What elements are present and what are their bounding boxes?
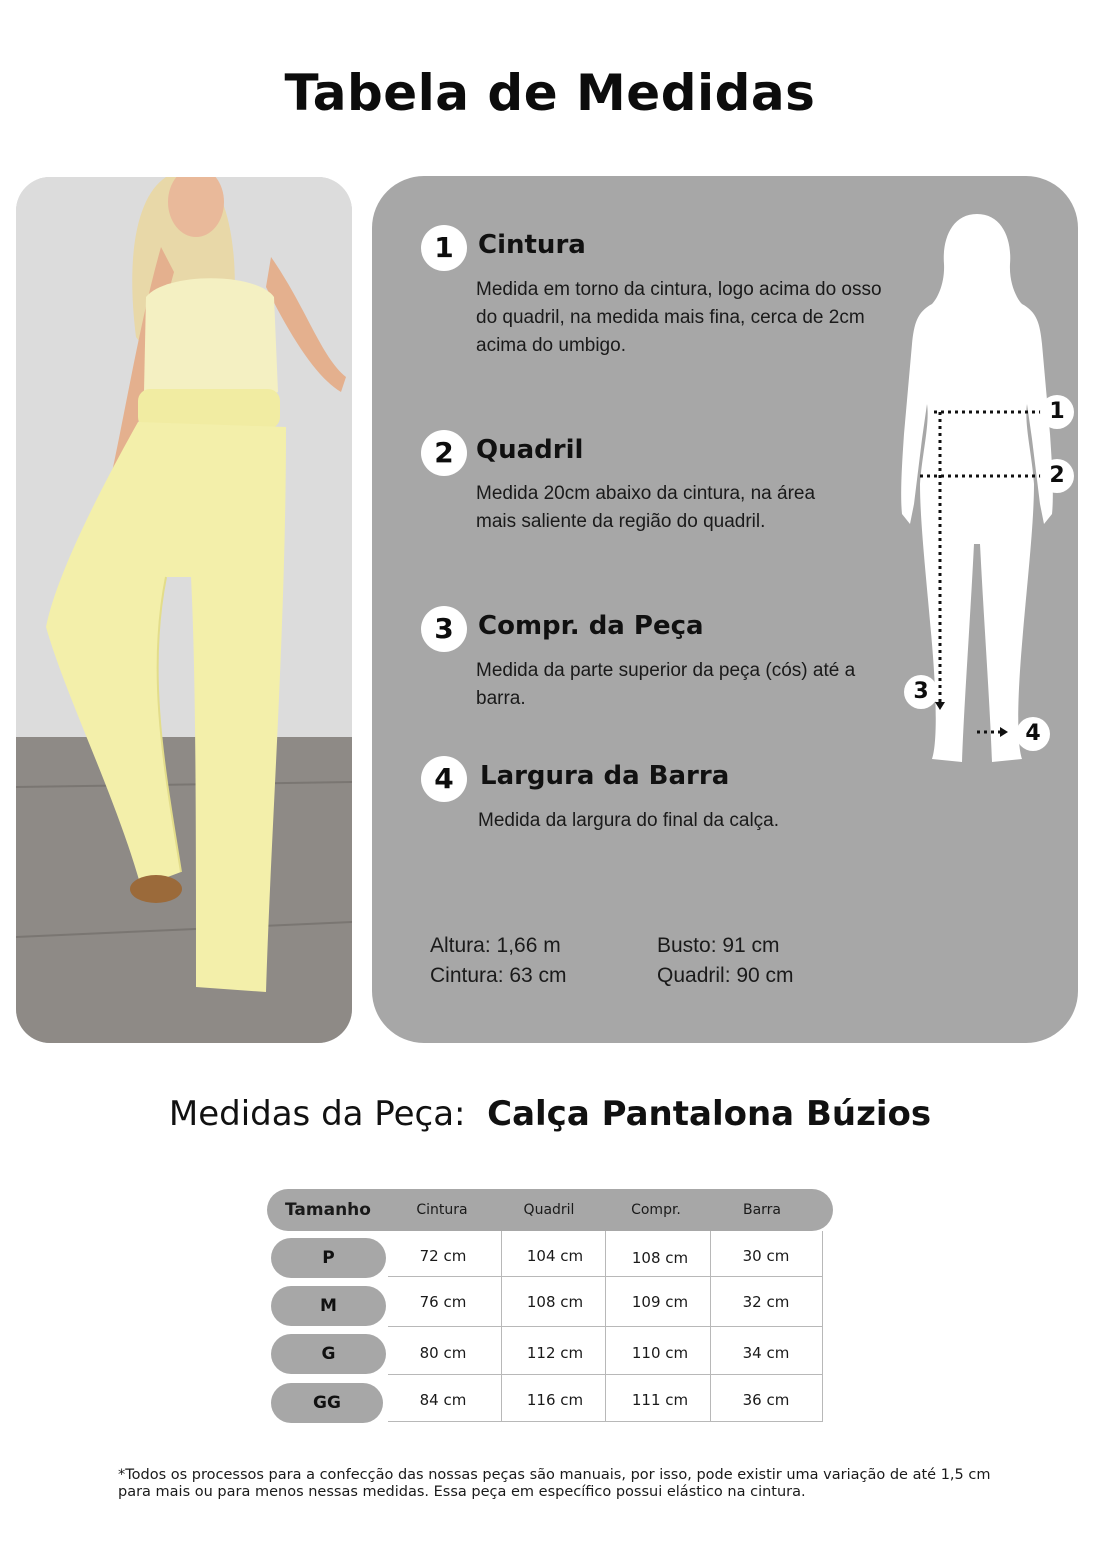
figure-label-badge: 1 — [1040, 395, 1074, 429]
table-divider — [388, 1374, 823, 1375]
table-divider — [388, 1276, 823, 1277]
measure-description: Medida em torno da cintura, logo acima do osso do quadril, na medida mais fina, cerca de 2cm acima do umbigo. — [476, 279, 882, 356]
table-divider — [388, 1421, 823, 1422]
measure-description: Medida 20cm abaixo da cintura, na área mais saliente da região do quadril. — [476, 483, 816, 532]
table-cell: 32 cm — [742, 1293, 790, 1311]
figure-label-badge: 4 — [1016, 717, 1050, 751]
table-cell: 111 cm — [631, 1391, 689, 1409]
table-cell: 72 cm — [419, 1247, 467, 1265]
table-divider — [388, 1326, 823, 1327]
size-label-gg: GG — [271, 1383, 383, 1423]
model-height: Altura: 1,66 m — [430, 934, 561, 957]
table-cell: 108 cm — [631, 1249, 689, 1267]
header-quadril: Quadril — [523, 1202, 575, 1218]
measure-number-badge: 2 — [421, 430, 467, 476]
footnote: *Todos os processos para a confecção das nossas peças são manuais, por isso, pode existir uma variação de até 1,5 cm para mais ou para menos nessas medidas. Essa peça em específico possui elástico na cintura. — [118, 1467, 991, 1500]
product-name: Calça Pantalona Búzios — [487, 1094, 932, 1134]
table-cell: 76 cm — [419, 1293, 467, 1311]
figure-label-badge: 2 — [1040, 459, 1074, 493]
header-barra: Barra — [742, 1202, 782, 1218]
header-comprimento: Compr. — [631, 1202, 681, 1218]
model-waist: Cintura: 63 cm — [430, 964, 567, 987]
measure-title: Cintura — [478, 230, 586, 260]
size-label-p: P — [271, 1238, 386, 1278]
measure-title: Compr. da Peça — [478, 611, 704, 641]
table-cell: 34 cm — [742, 1344, 790, 1362]
table-cell: 80 cm — [419, 1344, 467, 1362]
measure-number-badge: 4 — [421, 756, 467, 802]
measure-description: Medida da parte superior da peça (cós) até a barra. — [476, 660, 856, 709]
model-bust: Busto: 91 cm — [657, 934, 780, 957]
table-cell: 116 cm — [526, 1391, 584, 1409]
header-tamanho: Tamanho — [285, 1200, 371, 1220]
table-cell: 36 cm — [742, 1391, 790, 1409]
table-cell: 110 cm — [631, 1344, 689, 1362]
measure-number-badge: 3 — [421, 606, 467, 652]
measure-description: Medida da largura do final da calça. — [478, 810, 780, 831]
size-label-g: G — [271, 1334, 386, 1374]
table-cell: 30 cm — [742, 1247, 790, 1265]
table-cell: 108 cm — [526, 1293, 584, 1311]
measure-title: Largura da Barra — [480, 761, 730, 791]
figure-label-badge: 3 — [904, 675, 938, 709]
product-photo — [16, 177, 352, 1043]
table-cell: 84 cm — [419, 1391, 467, 1409]
measurement-guide-card — [372, 176, 1078, 1043]
size-label-m: M — [271, 1286, 386, 1326]
table-cell: 112 cm — [526, 1344, 584, 1362]
size-table-header — [267, 1189, 833, 1231]
product-heading-prefix: Medidas da Peça: — [168, 1094, 466, 1134]
table-cell: 109 cm — [631, 1293, 689, 1311]
header-cintura: Cintura — [416, 1202, 468, 1218]
table-cell: 104 cm — [526, 1247, 584, 1265]
measure-number-badge: 1 — [421, 225, 467, 271]
product-heading — [0, 1094, 1100, 1134]
measure-title: Quadril — [476, 435, 584, 465]
model-hip: Quadril: 90 cm — [657, 964, 794, 987]
page-title: Tabela de Medidas — [284, 64, 816, 122]
